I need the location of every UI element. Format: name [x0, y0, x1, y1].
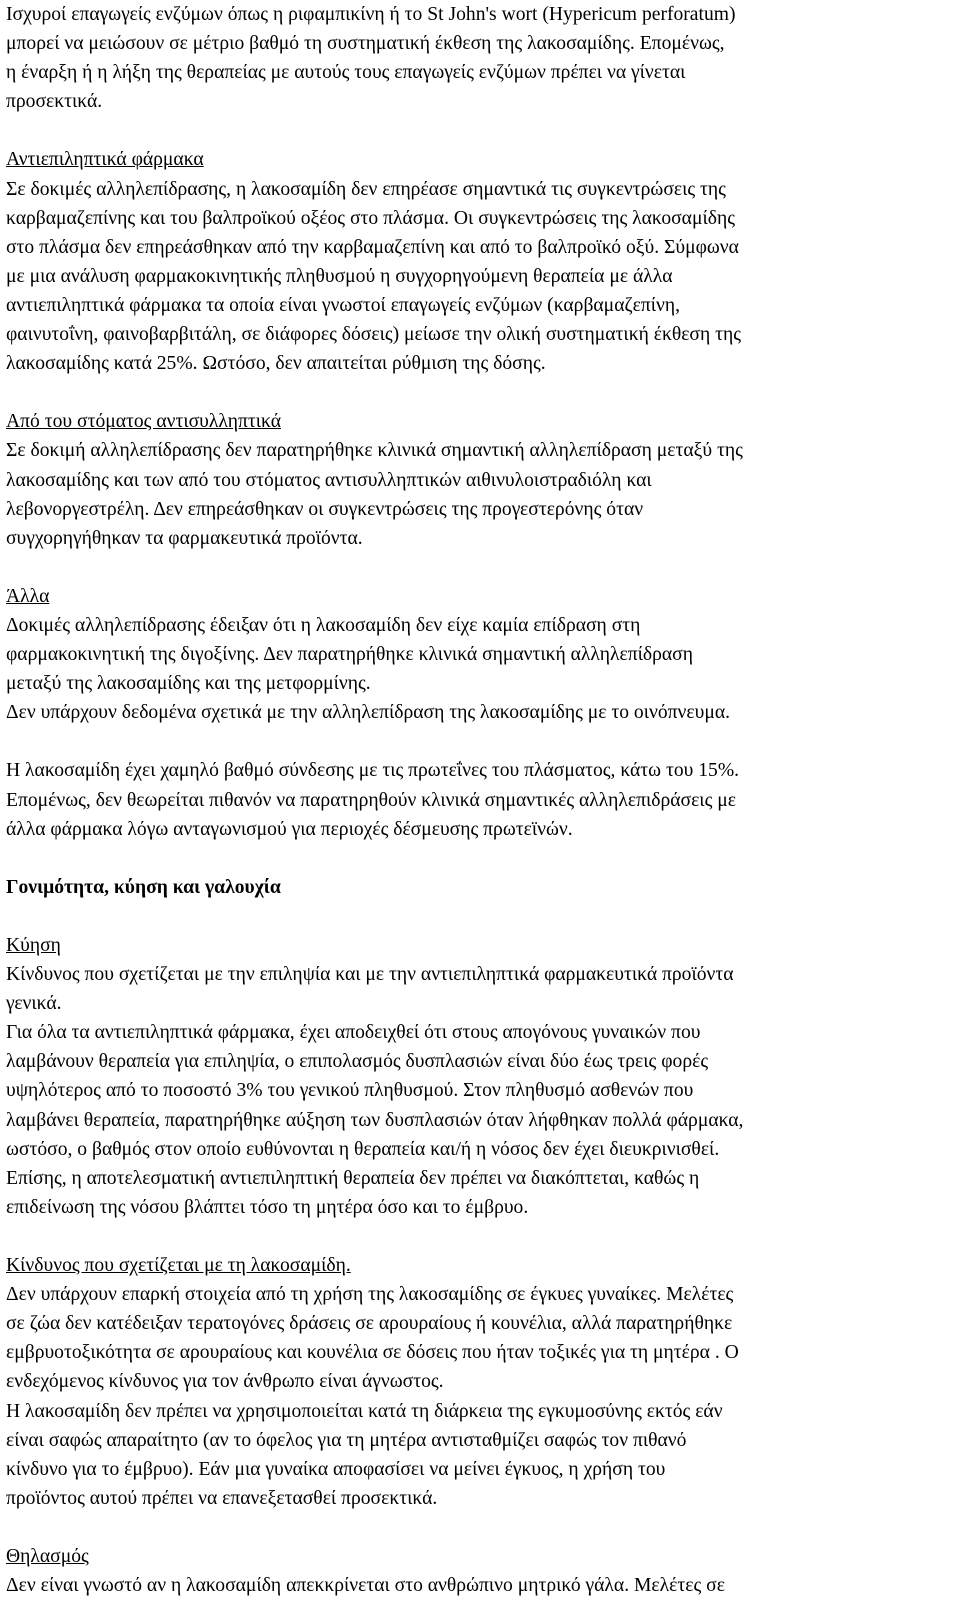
paragraph-line: γενικά.: [6, 993, 62, 1015]
paragraph-spacer: [6, 378, 956, 407]
section-subheading: Άλλα: [6, 585, 50, 607]
paragraph-line: Η λακοσαμίδη δεν πρέπει να χρησιμοποιείται κατά τη διάρκεια της εγκυμοσύνης εκτός εάν: [6, 1400, 723, 1422]
paragraph-line: Η λακοσαμίδη έχει χαμηλό βαθμό σύνδεσης με τις πρωτεΐνες του πλάσματος, κάτω του 15%.: [6, 760, 740, 782]
body-paragraph: [6, 436, 956, 552]
paragraph-line: με μια ανάλυση φαρμακοκινητικής πληθυσμού η συγχορηγούμενη θεραπεία με άλλα: [6, 265, 673, 287]
paragraph-line: Δεν υπάρχουν δεδομένα σχετικά με την αλληλεπίδραση της λακοσαμίδης με το οινόπνευμα.: [6, 702, 731, 724]
paragraph-line: λαμβάνουν θεραπεία για επιληψία, ο επιπολασμός δυσπλασιών είναι δύο έως τρεις φορές: [6, 1051, 709, 1073]
paragraph-line: Επίσης, η αποτελεσματική αντιεπιληπτική θεραπεία δεν πρέπει να διακόπτεται, καθώς η: [6, 1167, 700, 1189]
body-paragraph: [6, 0, 956, 116]
paragraph-spacer: [6, 844, 956, 873]
paragraph-line: επιδείνωση της νόσου βλάπτει τόσο τη μητέρα όσο και το έμβρυο.: [6, 1196, 529, 1218]
paragraph-line: Επομένως, δεν θεωρείται πιθανόν να παρατηρηθούν κλινικά σημαντικές αλληλεπιδράσεις με: [6, 789, 736, 811]
body-paragraph: [6, 175, 956, 379]
paragraph-line: μεταξύ της λακοσαμίδης και της μετφορμίνης.: [6, 673, 371, 695]
paragraph-line: Δοκιμές αλληλεπίδρασης έδειξαν ότι η λακοσαμίδη δεν είχε καμία επίδραση στη: [6, 614, 641, 636]
paragraph-line: λακοσαμίδης και των από του στόματος αντισυλληπτικών αιθινυλοιστραδιόλη και: [6, 469, 652, 491]
paragraph-spacer: [6, 727, 956, 756]
body-paragraph: [6, 960, 956, 1222]
body-paragraph: [6, 756, 956, 843]
section-subheading: Από του στόματος αντισυλληπτικά: [6, 411, 281, 433]
paragraph-line: προϊόντος αυτού πρέπει να επανεξετασθεί προσεκτικά.: [6, 1487, 438, 1509]
paragraph-line: σε ζώα δεν κατέδειξαν τερατογόνες δράσεις σε αρουραίους ή κουνέλια, αλλά παρατηρήθηκε: [6, 1313, 733, 1335]
paragraph-line: αντιεπιληπτικά φάρμακα τα οποία είναι γνωστοί επαγωγείς ενζύμων (καρβαμαζεπίνη,: [6, 294, 680, 316]
paragraph-line: προσεκτικά.: [6, 91, 103, 113]
paragraph-line: συγχορηγήθηκαν τα φαρμακευτικά προϊόντα.: [6, 527, 363, 549]
paragraph-line: εμβρυοτοξικότητα σε αρουραίους και κουνέλια σε δόσεις που ήταν τοξικές για τη μητέρα . Ο: [6, 1342, 739, 1364]
paragraph-line: Για όλα τα αντιεπιληπτικά φάρμακα, έχει αποδειχθεί ότι στους απογόνους γυναικών που: [6, 1022, 701, 1044]
paragraph-line: η έναρξη ή η λήξη της θεραπείας με αυτούς τους επαγωγείς ενζύμων πρέπει να γίνεται: [6, 62, 686, 84]
paragraph-line: Σε δοκιμές αλληλεπίδρασης, η λακοσαμίδη δεν επηρέασε σημαντικά τις συγκεντρώσεις της: [6, 178, 726, 200]
paragraph-line: κίνδυνο για το έμβρυο). Εάν μια γυναίκα αποφασίσει να μείνει έγκυος, η χρήση του: [6, 1458, 666, 1480]
paragraph-line: ωστόσο, ο βαθμός στον οποίο ευθύνονται η θεραπεία και/ή η νόσος δεν έχει διευκρινισθεί.: [6, 1138, 720, 1160]
paragraph-spacer: [6, 902, 956, 931]
body-paragraph: [6, 1571, 956, 1600]
paragraph-line: Ισχυροί επαγωγείς ενζύμων όπως η ριφαμπικίνη ή το St John's wort (Hypericum perforatum): [6, 4, 736, 25]
paragraph-line: Σε δοκιμή αλληλεπίδρασης δεν παρατηρήθηκε κλινικά σημαντική αλληλεπίδραση μεταξύ της: [6, 440, 743, 462]
paragraph-line: φαρμακοκινητική της διγοξίνης. Δεν παρατηρήθηκε κλινικά σημαντική αλληλεπίδραση: [6, 644, 693, 666]
section-heading: Γονιμότητα, κύηση και γαλουχία: [6, 876, 281, 898]
paragraph-spacer: [6, 116, 956, 145]
section-subheading: Κίνδυνος που σχετίζεται με τη λακοσαμίδη.: [6, 1255, 351, 1277]
paragraph-line: λεβονοργεστρέλη. Δεν επηρεάσθηκαν οι συγκεντρώσεις της προγεστερόνης όταν: [6, 498, 644, 520]
body-paragraph: [6, 1280, 956, 1513]
paragraph-line: είναι σαφώς απαραίτητο (αν το όφελος για τη μητέρα αντισταθμίζει σαφώς τον πιθανό: [6, 1429, 687, 1451]
paragraph-line: Δεν υπάρχουν επαρκή στοιχεία από τη χρήση της λακοσαμίδης σε έγκυες γυναίκες. Μελέτες: [6, 1284, 734, 1306]
paragraph-line: μπορεί να μειώσουν σε μέτριο βαθμό τη συστηματική έκθεση της λακοσαμίδης. Επομένως,: [6, 33, 725, 55]
paragraph-line: Κίνδυνος που σχετίζεται με την επιληψία και με την αντιεπιληπτικά φαρμακευτικά προϊόντα: [6, 964, 734, 986]
paragraph-spacer: [6, 1222, 956, 1251]
paragraph-line: υψηλότερος από το ποσοστό 3% του γενικού πληθυσμού. Στον πληθυσμό ασθενών που: [6, 1080, 694, 1102]
paragraph-spacer: [6, 1513, 956, 1542]
section-subheading: Κύηση: [6, 935, 61, 956]
paragraph-line: λαμβάνει θεραπεία, παρατηρήθηκε αύξηση των δυσπλασιών όταν λήφθηκαν πολλά φάρμακα,: [6, 1109, 744, 1131]
section-subheading: Αντιεπιληπτικά φάρμακα: [6, 149, 204, 171]
paragraph-line: φαινυτοΐνη, φαινοβαρβιτάλη, σε διάφορες δόσεις) μείωσε την ολική συστηματική έκθεση της: [6, 324, 742, 346]
body-paragraph: [6, 611, 956, 727]
document-body: [6, 0, 956, 1600]
paragraph-line: Δεν είναι γνωστό αν η λακοσαμίδη απεκκρίνεται στο ανθρώπινο μητρικό γάλα. Μελέτες σε: [6, 1575, 725, 1597]
paragraph-line: στο πλάσμα δεν επηρεάσθηκαν από την καρβαμαζεπίνη και από το βαλπροϊκό οξύ. Σύμφωνα: [6, 236, 739, 258]
paragraph-line: ενδεχόμενος κίνδυνος για τον άνθρωπο είναι άγνωστος.: [6, 1371, 444, 1393]
paragraph-line: λακοσαμίδης κατά 25%. Ωστόσο, δεν απαιτείται ρύθμιση της δόσης.: [6, 353, 546, 375]
paragraph-line: άλλα φάρμακα λόγω ανταγωνισμού για περιοχές δέσμευσης πρωτεϊνών.: [6, 818, 573, 840]
section-subheading: Θηλασμός: [6, 1545, 89, 1567]
paragraph-spacer: [6, 553, 956, 582]
paragraph-line: καρβαμαζεπίνης και του βαλπροϊκού οξέος στο πλάσμα. Οι συγκεντρώσεις της λακοσαμίδης: [6, 207, 735, 229]
